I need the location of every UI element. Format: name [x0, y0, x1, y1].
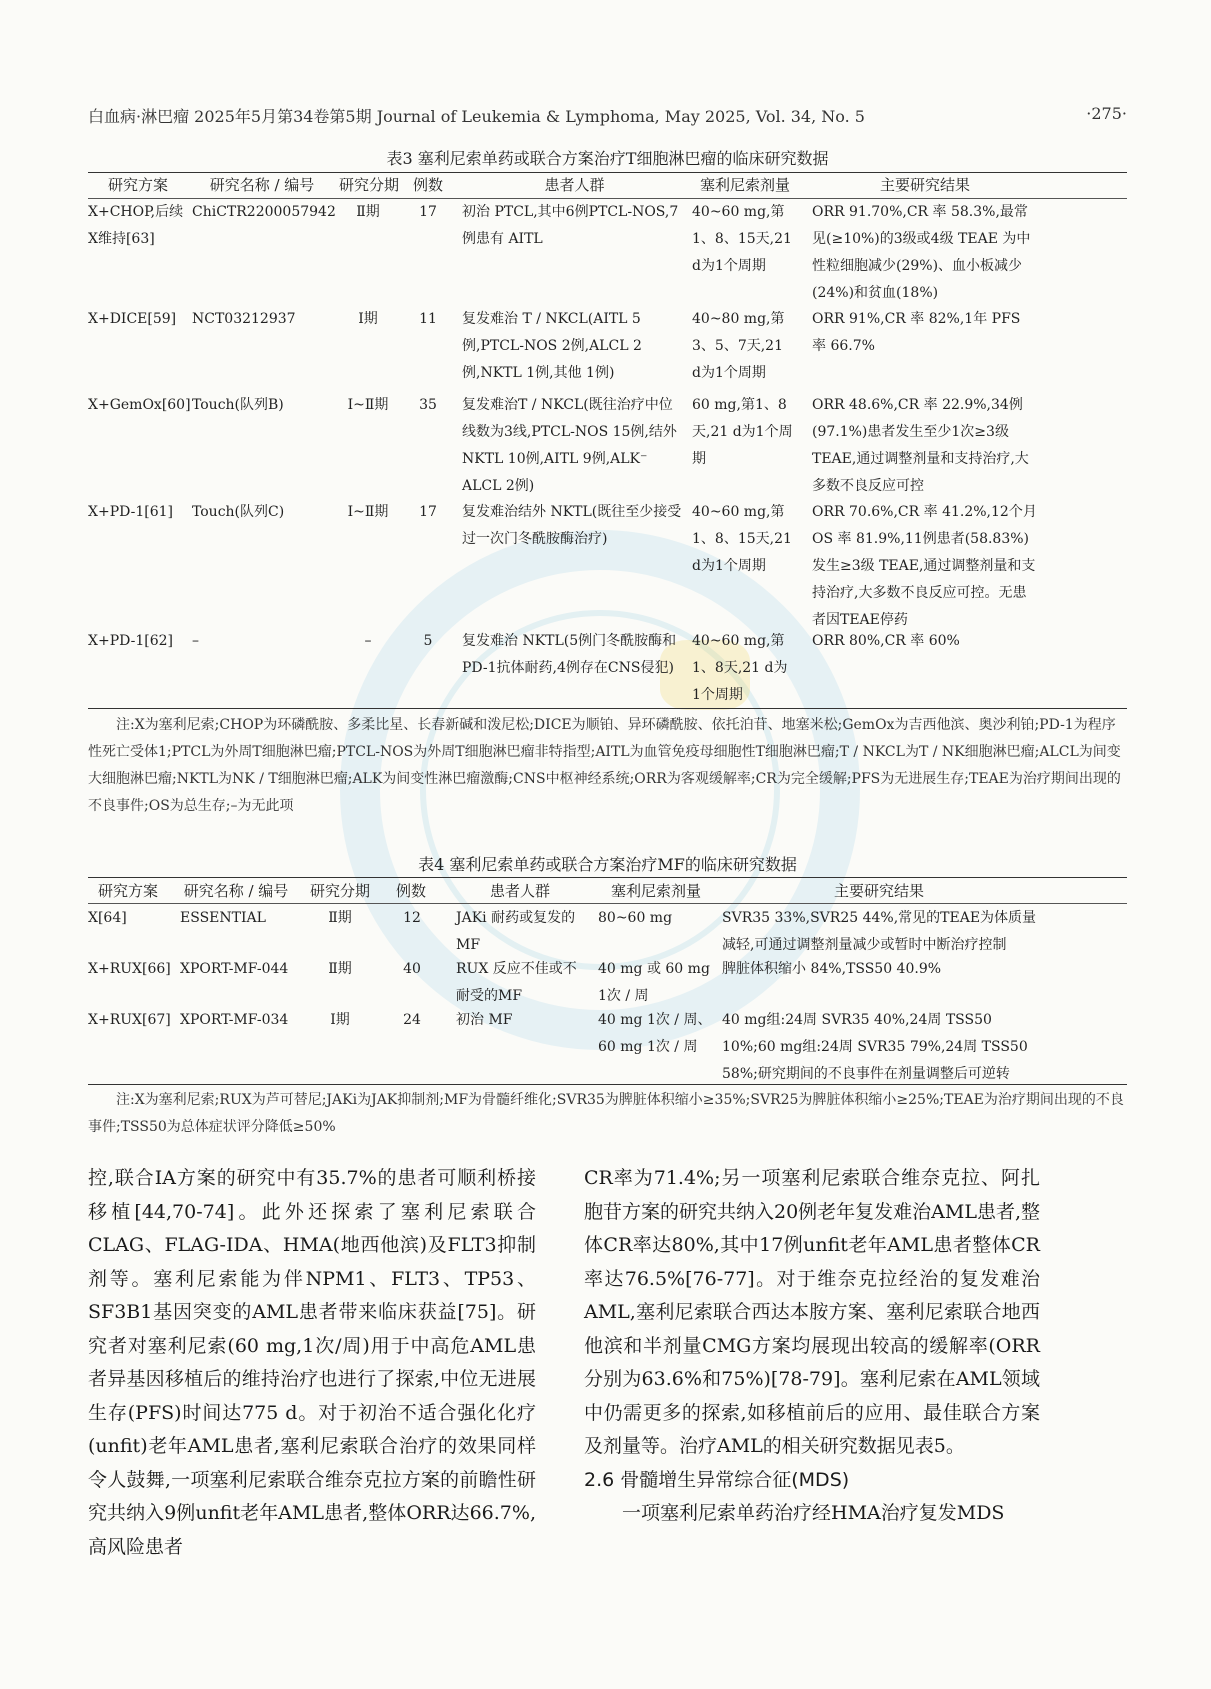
table4-top-rule	[88, 877, 1127, 878]
table3-header-row	[0, 174, 1211, 200]
cell-regimen: X+PD-1[61]	[88, 504, 173, 520]
cell-dose: 40 mg 1次 / 周、60 mg 1次 / 周	[598, 1012, 712, 1055]
cell-n: 17	[419, 504, 437, 520]
body-right-paragraph: CR率为71.4%;另一项塞利尼索联合维奈克拉、阿扎胞苷方案的研究共纳入20例老年复发难治AML患者,整体CR率达80%,其中17例unfit老年AML患者整体CR率达76.5%[76-77]。对于维奈克拉经治的复发难治AML,塞利尼索联合西达本胺方案、塞利尼索联合地西他滨和半剂量CMG方案均展现出较高的缓解率(ORR分别为63.6%和75%)[78-79]。塞利尼索在AML领域中仍需更多的探索,如移植前后的应用、最佳联合方案及剂量等。治疗AML的相关研究数据见表5。	[584, 1167, 1041, 1457]
cell-study: ChiCTR2200057942	[192, 204, 336, 220]
cell-study: –	[192, 633, 199, 649]
cell-phase: Ⅱ期	[328, 961, 352, 977]
th-regimen: 研究方案	[97, 882, 158, 900]
th-dose: 塞利尼索剂量	[610, 882, 701, 900]
cell-result: SVR35 33%,SVR25 44%,常见的TEAE为体质量减轻,可通过调整剂量减少或暂时中断治疗控制	[722, 910, 1037, 953]
cell-n: 24	[403, 1012, 421, 1028]
cell-n: 17	[419, 204, 437, 220]
cell-study: XPORT-MF-034	[180, 1012, 289, 1028]
cell-dose: 80~60 mg	[598, 910, 673, 926]
cell-phase: Ⅰ~Ⅱ期	[347, 397, 389, 413]
cell-study: NCT03212937	[192, 311, 296, 327]
cell-regimen: X+GemOx[60]	[88, 397, 191, 413]
table4-note: 注:X为塞利尼索;RUX为芦可替尼;JAKi为JAK抑制剂;MF为骨髓纤维化;SVR35为脾脏体积缩小≥35%;SVR25为脾脏体积缩小≥25%;TEAE为治疗期间出现的不良事件;TSS50为总体症状评分降低≥50%	[88, 1092, 1124, 1135]
th-study: 研究名称 / 编号	[183, 882, 289, 900]
th-study: 研究名称 / 编号	[209, 176, 315, 194]
cell-n: 5	[423, 633, 433, 649]
table4-bottom-rule	[88, 1084, 1127, 1085]
cell-study: XPORT-MF-044	[180, 961, 289, 977]
page-number: ·275·	[1086, 104, 1127, 123]
cell-n: 35	[419, 397, 437, 413]
cell-result: ORR 80%,CR 率 60%	[812, 633, 960, 649]
cell-regimen: X+RUX[66]	[88, 961, 171, 977]
th-population: 患者人群	[489, 882, 550, 900]
cell-dose: 40~60 mg,第1、8、15天,21 d为1个周期	[692, 204, 792, 274]
cell-n: 12	[403, 910, 421, 926]
cell-population: 复发难治 NKTL(5例门冬酰胺酶和 PD-1抗体耐药,4例存在CNS侵犯)	[462, 633, 677, 676]
cell-n: 11	[419, 311, 437, 327]
cell-population: 初治 MF	[456, 1012, 513, 1028]
cell-population: 复发难治 T / NKCL(AITL 5例,PTCL-NOS 2例,ALCL 2例,NKTL 1例,其他 1例)	[462, 311, 642, 381]
cell-result: ORR 91%,CR 率 82%,1年 PFS 率 66.7%	[812, 311, 1021, 354]
body-column-right	[584, 1162, 1040, 1531]
cell-population: JAKi 耐药或复发的MF	[456, 910, 576, 953]
body-column-left: 控,联合IA方案的研究中有35.7%的患者可顺利桥接移植[44,70-74]。此外还探索了塞利尼索联合CLAG、FLAG-IDA、HMA(地西他滨)及FLT3抑制剂等。塞利尼索能为伴NPM1、FLT3、TP53、SF3B1基因突变的AML患者带来临床获益[75]。研究者对塞利尼索(60 mg,1次/周)用于中高危AML患者异基因移植后的维持治疗也进行了探索,中位无进展生存(PFS)时间达775 d。对于初治不适合强化化疗(unfit)老年AML患者,塞利尼索联合治疗的效果同样令人鼓舞,一项塞利尼索联合维奈克拉方案的前瞻性研究共纳入9例unfit老年AML患者,整体ORR达66.7%,高风险患者	[88, 1167, 536, 1558]
cell-regimen: X+RUX[67]	[88, 1012, 171, 1028]
cell-phase: Ⅱ期	[328, 910, 352, 926]
cell-phase: Ⅰ期	[358, 311, 378, 327]
cell-result: ORR 70.6%,CR 率 41.2%,12个月OS 率 81.9%,11例患者(58.83%)发生≥3级 TEAE,通过调整剂量和支持治疗,大多数不良反应可控。无患者因TEAE停药	[812, 504, 1037, 628]
body-right-paragraph-2: 一项塞利尼索单药治疗经HMA治疗复发MDS	[622, 1502, 1005, 1524]
table3-bottom-rule	[88, 708, 1127, 709]
cell-population: 复发难治结外 NKTL(既往至少接受过一次门冬酰胺酶治疗)	[462, 504, 682, 547]
table3-note: 注:X为塞利尼索;CHOP为环磷酰胺、多柔比星、长春新碱和泼尼松;DICE为顺铂、异环磷酰胺、依托泊苷、地塞米松;GemOx为吉西他滨、奥沙利铂;PD-1为程序性死亡受体1;PTCL为外周T细胞淋巴瘤;PTCL-NOS为外周T细胞淋巴瘤非特指型;AITL为血管免疫母细胞性T细胞淋巴瘤;T / NKCL为T / NK细胞淋巴瘤;ALCL为间变大细胞淋巴瘤;NKTL为NK / T细胞淋巴瘤;ALK为间变性淋巴瘤激酶;CNS中枢神经系统;ORR为客观缓解率;CR为完全缓解;PFS为无进展生存;TEAE为治疗期间出现的不良事件;OS为总生存;–为无此项	[88, 717, 1121, 814]
cell-result: ORR 91.70%,CR 率 58.3%,最常见(≥10%)的3级或4级 TEAE 为中性粒细胞减少(29%)、血小板减少(24%)和贫血(18%)	[812, 204, 1031, 301]
cell-result: 脾脏体积缩小 84%,TSS50 40.9%	[722, 961, 942, 977]
cell-result: 40 mg组:24周 SVR35 40%,24周 TSS50 10%;60 mg组:24周 SVR35 79%,24周 TSS50 58%;研究期间的不良事件在剂量调整后可逆转	[722, 1012, 1028, 1082]
cell-result: ORR 48.6%,CR 率 22.9%,34例(97.1%)患者发生至少1次≥3级TEAE,通过调整剂量和支持治疗,大多数不良反应可控	[812, 397, 1029, 494]
th-population: 患者人群	[544, 176, 605, 194]
cell-study: ESSENTIAL	[180, 910, 266, 926]
cell-study: Touch(队列C)	[192, 504, 285, 520]
cell-dose: 40~60 mg,第1、8天,21 d为1个周期	[692, 633, 788, 703]
cell-population: 复发难治T / NKCL(既往治疗中位线数为3线,PTCL-NOS 15例,结外 NKTL 10例,AITL 9例,ALK⁻ ALCL 2例)	[462, 397, 677, 494]
section-heading: 2.6 骨髓增生异常综合征(MDS)	[584, 1468, 850, 1491]
cell-population: RUX 反应不佳或不耐受的MF	[456, 961, 577, 1004]
cell-regimen: X+DICE[59]	[88, 311, 177, 327]
cell-phase: –	[364, 633, 372, 649]
cell-regimen: X+CHOP,后续X维持[63]	[88, 204, 184, 247]
th-phase: 研究分期	[309, 882, 370, 900]
table3-top-rule	[88, 172, 1127, 173]
th-regimen: 研究方案	[107, 176, 168, 194]
table4-caption: 表4 塞利尼索单药或联合方案治疗MF的临床研究数据	[418, 855, 797, 874]
th-dose: 塞利尼索剂量	[699, 176, 790, 194]
cell-phase: Ⅰ期	[330, 1012, 350, 1028]
cell-n: 40	[403, 961, 421, 977]
cell-dose: 60 mg,第1、8天,21 d为1个周期	[692, 397, 793, 467]
cell-phase: Ⅱ期	[356, 204, 380, 220]
cell-study: Touch(队列B)	[192, 397, 284, 413]
th-n: 例数	[395, 882, 426, 900]
cell-population: 初治 PTCL,其中6例PTCL-NOS,7例患有 AITL	[462, 204, 679, 247]
table4-header-rule	[88, 903, 1127, 904]
cell-dose: 40~80 mg,第3、5、7天,21 d为1个周期	[692, 311, 785, 381]
th-result: 主要研究结果	[879, 176, 970, 194]
cell-regimen: X[64]	[88, 910, 127, 926]
cell-dose: 40 mg 或 60 mg 1次 / 周	[598, 961, 710, 1004]
cell-regimen: X+PD-1[62]	[88, 633, 173, 649]
cell-dose: 40~60 mg,第1、8、15天,21 d为1个周期	[692, 504, 792, 574]
th-result: 主要研究结果	[833, 882, 924, 900]
th-phase: 研究分期	[338, 176, 399, 194]
th-n: 例数	[412, 176, 443, 194]
journal-info: 白血病·淋巴瘤 2025年5月第34卷第5期 Journal of Leukemia & Lymphoma, May 2025, Vol. 34, No. 5	[88, 107, 865, 126]
cell-phase: Ⅰ~Ⅱ期	[347, 504, 389, 520]
table3-caption: 表3 塞利尼索单药或联合方案治疗T细胞淋巴瘤的临床研究数据	[386, 149, 829, 168]
